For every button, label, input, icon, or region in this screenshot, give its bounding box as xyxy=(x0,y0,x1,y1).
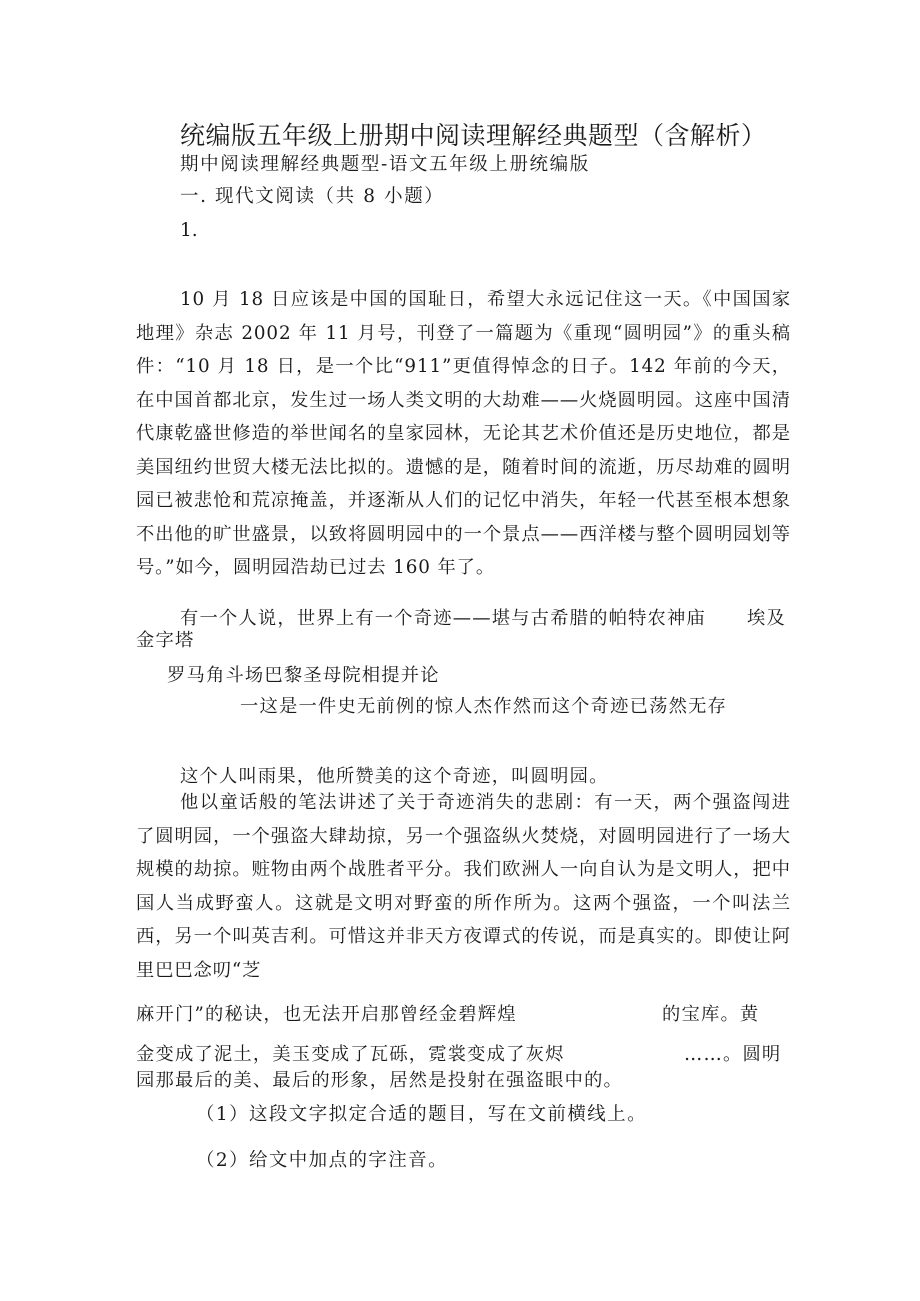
paragraph-2-line-2: 金字塔 xyxy=(136,630,195,651)
paragraph-2-line-1-tail: 埃及 xyxy=(747,608,786,629)
question-number: 1. xyxy=(180,220,198,241)
document-title: 统编版五年级上册期中阅读理解经典题型（含解析） xyxy=(180,121,767,150)
sub-question-2: （2）给文中加点的字注音。 xyxy=(196,1150,448,1171)
paragraph-2-line-4: 一这是一件史无前例的惊人杰作然而这个奇迹已荡然无存 xyxy=(240,696,728,717)
paragraph-2-line-1: 有一个人说，世界上有一个奇迹——堪与古希腊的帕特农神庙 xyxy=(180,608,706,629)
paragraph-7: 园那最后的美、最后的形象，居然是投射在强盗眼中的。 xyxy=(136,1070,624,1091)
paragraph-5-part-1: 麻开门”的秘诀，也无法开启那曾经金碧辉煌 xyxy=(136,1004,517,1025)
paragraph-5-part-2: 的宝库。黄 xyxy=(662,1004,760,1025)
paragraph-6-part-1: 金变成了泥土，美玉变成了瓦砾，霓裳变成了灰烬 xyxy=(136,1044,565,1065)
paragraph-6-part-2: ……。圆明 xyxy=(684,1044,782,1065)
paragraph-4: 他以童话般的笔法讲述了关于奇迹消失的悲剧：有一天，两个强盗闯进了圆明园，一个强盗大肆劫掠，另一个强盗纵火焚烧，对圆明园进行了一场大规模的劫掠。赃物由两个战胜者平分。我们欧洲人一向自认为是文明人，把中国人当成野蛮人。这就是文明对野蛮的所作所为。这两个强盗，一个叫法兰西，另一个叫英吉利。可惜这并非天方夜谭式的传说，而是真实的。即使让阿里巴巴念叨“芝 xyxy=(136,792,791,981)
sub-question-1: （1）这段文字拟定合适的题目，写在文前横线上。 xyxy=(196,1104,647,1125)
section-heading: 一. 现代文阅读（共 8 小题） xyxy=(180,186,445,207)
paragraph-1: 10 月 18 日应该是中国的国耻日，希望大永远记住这一天。《中国国家地理》杂志 2002 年 11 月号，刊登了一篇题为《重现“圆明园”》的重头稿件：“10 月 18 日，是一个比“911”更值得悼念的日子。142 年前的今天，在中国首都北京，发生过一场人类文明的大劫难——火烧圆明园。这座中国清代康乾盛世修造的举世闻名的皇家园林，无论其艺术价值还是历史地位，都是美国纽约世贸大楼无法比拟的。遗憾的是，随着时间的流逝，历尽劫难的圆明园已被悲怆和荒凉掩盖，并逐渐从人们的记忆中消失，年轻一代甚至根本想象不出他的旷世盛景，以致将圆明园中的一个景点——西洋楼与整个圆明园划等号。”如今，圆明园浩劫已过去 160 年了。 xyxy=(136,289,791,578)
document-subtitle: 期中阅读理解经典题型-语文五年级上册统编版 xyxy=(180,154,590,175)
paragraph-3: 这个人叫雨果，他所赞美的这个奇迹，叫圆明园。 xyxy=(180,766,609,787)
paragraph-2-line-3: 罗马角斗场巴黎圣母院相提并论 xyxy=(167,665,440,686)
